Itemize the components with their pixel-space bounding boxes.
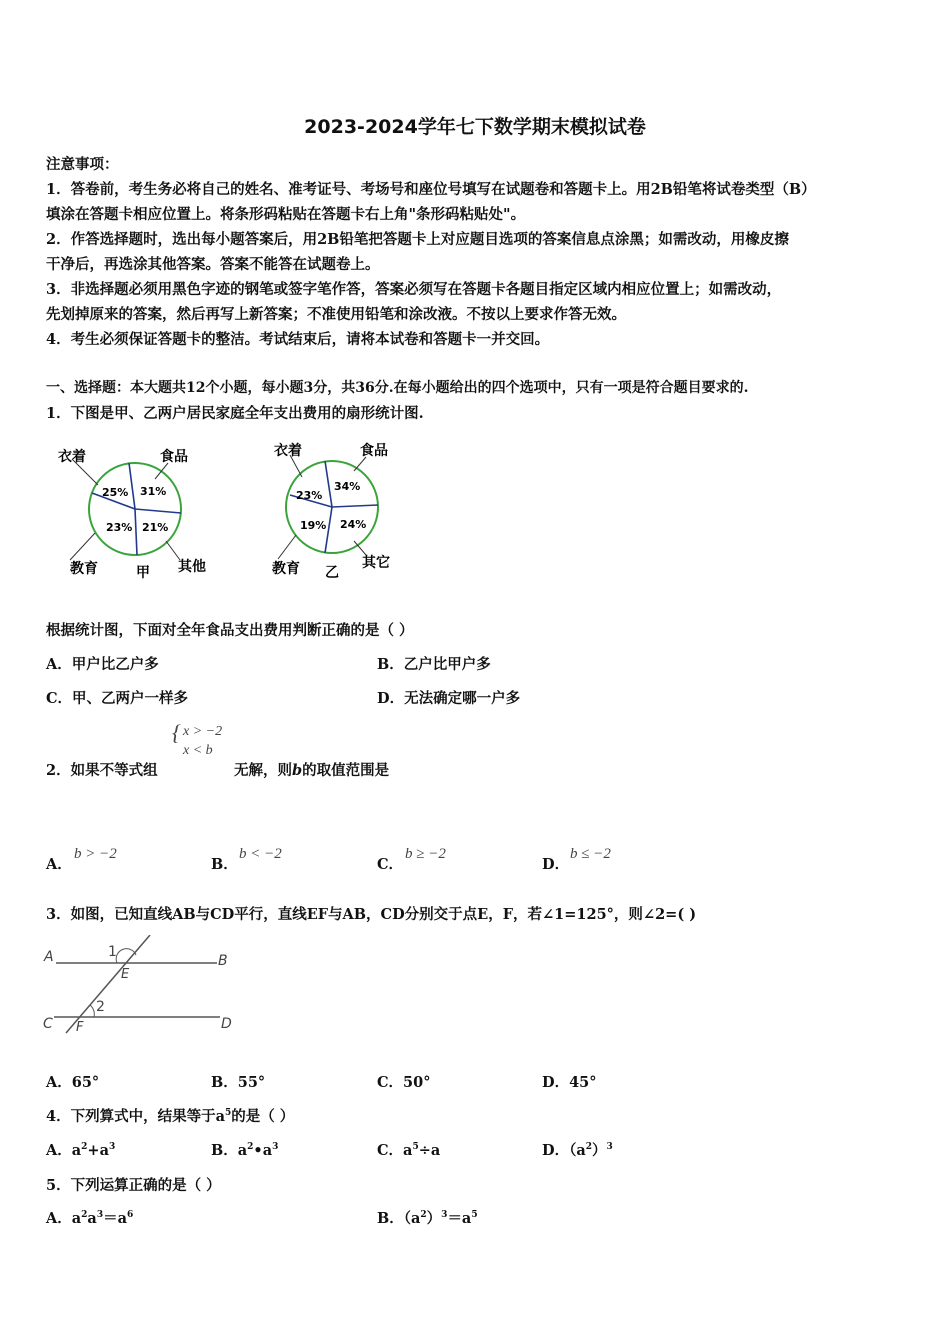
pie-label-food: 食品 [360, 443, 388, 459]
q2-option-b-label: B． [211, 856, 238, 873]
q4-stem-post: 的是（ ） [231, 1108, 295, 1125]
pie-chart-jia [58, 448, 206, 581]
pie-value-food: 34% [334, 480, 361, 493]
parallel-lines-figure [40, 935, 250, 1040]
q1-option-a: A．甲户比乙户多 [46, 656, 159, 673]
notice-line: 4．考生必须保证答题卡的整洁。考试结束后，请将本试卷和答题卡一并交回。 [46, 331, 550, 348]
page-title: 2023-2024学年七下数学期末模拟试卷 [304, 116, 646, 138]
q4-stem-pre: 4．下列算式中，结果等于a [46, 1108, 225, 1125]
leader-line [278, 535, 296, 559]
q1-option-d: D．无法确定哪一户多 [377, 690, 521, 707]
q4-stem-sup: 5 [224, 1108, 232, 1119]
pie-label-education: 教育 [272, 561, 300, 577]
angle-2-arc [90, 1005, 94, 1017]
leader-line [155, 463, 168, 479]
point-f-label: F [76, 1020, 84, 1035]
angle-1-label: 1 [108, 944, 117, 960]
leader-line [70, 533, 95, 560]
q4-option-a: A．$a^2+a^3$ [46, 1142, 116, 1159]
section-heading: 一、选择题：本大题共12个小题，每小题3分，共36分.在每小题给出的四个选项中，只有一项是符合题目要求的. [46, 380, 749, 396]
q2-option-a-expr: b > −2 [74, 846, 117, 862]
q1-option-b: B．乙户比甲户多 [377, 656, 491, 673]
point-d-label: D [221, 1016, 232, 1032]
pie-value-food: 31% [140, 485, 167, 498]
q5-option-a: A．$a^2a^3=a^6$ [46, 1210, 134, 1227]
pie-chart-yi [271, 442, 390, 581]
pie-label-other: 其他 [178, 559, 206, 575]
q2-suffix-b: 的取值范围是 [302, 762, 390, 779]
pie-chart-name: 乙 [325, 565, 339, 581]
pie-chart-name: 甲 [136, 565, 150, 581]
q2-var: b [292, 762, 303, 779]
pie-slice-boundary [129, 463, 135, 509]
q3-option-c: C．50° [377, 1074, 431, 1091]
q2-option-a-label: A． [46, 856, 72, 873]
notice-line: 1．答卷前，考生务必将自己的姓名、准考证号、考场号和座位号填写在试题卷和答题卡上。用2B铅笔将试卷类型（B） [46, 181, 816, 198]
point-b-label: B [218, 953, 228, 969]
q4-stem [46, 1105, 294, 1126]
q2-system-line: x < b [183, 743, 213, 758]
leader-line [166, 541, 180, 560]
q2-stem-suffix [234, 759, 389, 780]
pie-slice-boundary [135, 509, 137, 555]
pie-value-education: 23% [106, 521, 133, 534]
q5-option-b: B．$(a^2)^3=a^5$ [377, 1210, 478, 1227]
q3-option-d: D．45° [542, 1074, 597, 1091]
notice-line: 填涂在答题卡相应位置上。将条形码粘贴在答题卡右上角"条形码粘贴处"。 [46, 206, 526, 223]
pie-value-education: 19% [300, 519, 327, 532]
q2-option-c-label: C． [377, 856, 404, 873]
pie-value-clothing: 23% [296, 489, 323, 502]
q4-option-d: D．$(a^2)^3$ [542, 1142, 613, 1159]
pie-value-clothing: 25% [102, 486, 129, 499]
q3-option-b: B．55° [211, 1074, 266, 1091]
pie-slice-boundary [332, 505, 378, 507]
notice-heading: 注意事项： [46, 156, 119, 173]
q2-suffix-a: 无解，则 [234, 762, 292, 779]
pie-label-other: 其它 [362, 555, 390, 571]
q5-stem: 5．下列运算正确的是（ ） [46, 1177, 221, 1194]
q4-option-c: C．$a^5\div a$ [377, 1142, 441, 1159]
q1-stem: 1．下图是甲、乙两户居民家庭全年支出费用的扇形统计图. [46, 405, 424, 422]
point-c-label: C [43, 1016, 53, 1032]
notice-line: 3．非选择题必须用黑色字迹的钢笔或签字笔作答，答案必须写在答题卡各题目指定区域内相应位置上；如需改动， [46, 281, 782, 298]
pie-value-other: 24% [340, 518, 367, 531]
angle-2-label: 2 [96, 999, 105, 1015]
q1-option-c: C．甲、乙两户一样多 [46, 690, 189, 707]
notice-line: 干净后，再选涂其他答案。答案不能答在试题卷上。 [46, 256, 380, 273]
point-e-label: E [121, 967, 130, 982]
q2-option-b-expr: b < −2 [239, 846, 282, 862]
pie-label-education: 教育 [70, 561, 98, 577]
q3-option-a: A．65° [46, 1074, 100, 1091]
q2-option-c-expr: b ≥ −2 [405, 846, 446, 862]
point-a-label: A [44, 949, 54, 965]
q2-system-line: x > −2 [183, 724, 223, 739]
pie-value-other: 21% [142, 521, 169, 534]
q2-stem-prefix: 2．如果不等式组 [46, 762, 158, 779]
q2-option-d-label: D． [542, 856, 570, 873]
leader-line [354, 457, 366, 471]
pie-label-clothing: 衣着 [58, 449, 86, 465]
q4-option-b: B．$a^2•a^3$ [211, 1142, 279, 1159]
pie-slice-boundary [325, 461, 332, 507]
pie-slice-boundary [135, 509, 181, 513]
notice-line: 2．作答选择题时，选出每小题答案后，用2B铅笔把答题卡上对应题目选项的答案信息点涂黑；如需改动，用橡皮擦 [46, 231, 789, 248]
q3-stem: 3．如图，已知直线AB与CD平行，直线EF与AB，CD分别交于点E，F，若∠1=125°，则∠2=( ) [46, 906, 697, 923]
q1-question: 根据统计图，下面对全年食品支出费用判断正确的是（ ） [46, 622, 414, 639]
notice-line: 先划掉原来的答案，然后再写上新答案；不准使用铅笔和涂改液。不按以上要求作答无效。 [46, 306, 626, 323]
pie-label-clothing: 衣着 [274, 443, 302, 459]
brace-icon: { [172, 720, 181, 745]
pie-charts-figure [50, 435, 410, 585]
q2-option-d-expr: b ≤ −2 [570, 846, 611, 862]
pie-label-food: 食品 [160, 449, 188, 465]
